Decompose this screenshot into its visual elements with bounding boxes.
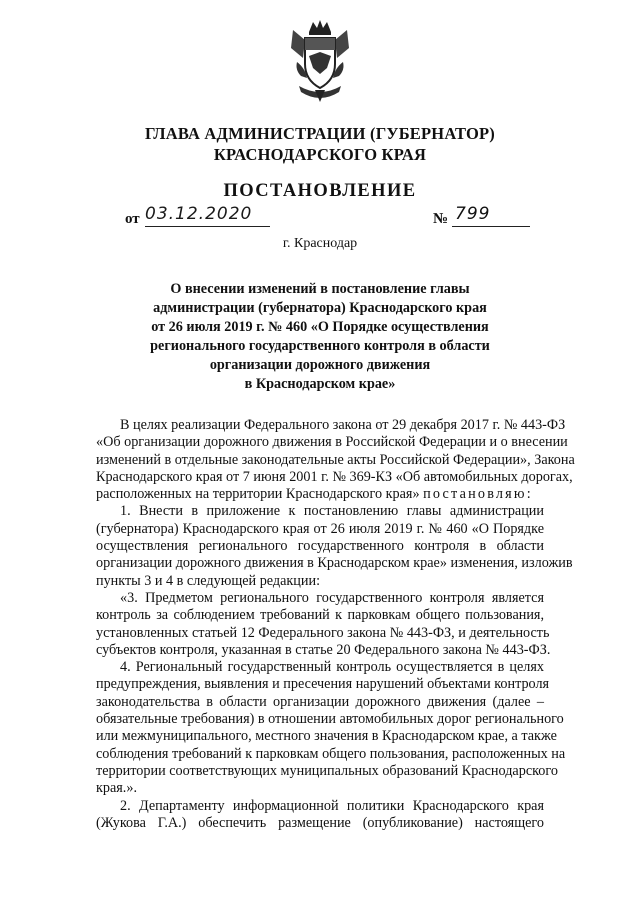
- body-line: установленных статьей 12 Федерального закона № 443-ФЗ, и деятельность: [96, 624, 550, 641]
- spaced-word: постановляю:: [423, 486, 533, 503]
- body-line: обязательные требования) в отношении автомобильных дорог регионального: [96, 711, 564, 728]
- body-text: расположенных на территории Краснодарского края»: [96, 486, 420, 503]
- body-line: изменений в отдельные законодательные акты Российской Федерации», Закона: [96, 451, 575, 468]
- title-line: администрации (губернатора) Краснодарского края: [153, 300, 487, 316]
- body-line: Краснодарского края от 7 июня 2001 г. № 369-КЗ «Об автомобильных дорогах,: [96, 468, 573, 485]
- handwritten-number: 799: [455, 204, 491, 224]
- title-line: в Краснодарском крае»: [244, 376, 396, 392]
- body-line: 2. Департаменту информационной политики Краснодарского края: [120, 797, 544, 814]
- title-line: от 26 июля 2019 г. № 460 «О Порядке осуществления: [151, 319, 489, 335]
- title-line: регионального государственного контроля в области: [150, 338, 490, 354]
- document-body: [96, 417, 575, 832]
- body-line: края.».: [96, 780, 137, 797]
- body-line: организации дорожного движения в Краснодарском крае» изменения, изложив: [96, 555, 573, 572]
- body-line: пункты 3 и 4 в следующей редакции:: [96, 572, 321, 589]
- date-number-line: [0, 204, 640, 230]
- body-line: осуществления регионального государственного контроля в области: [96, 538, 544, 555]
- body-line: или межмуниципального, местного значения в Краснодарском крае, а также: [96, 728, 557, 745]
- body-line: предупреждения, выявления и пресечения нарушений объектами контроля: [96, 676, 550, 693]
- body-line: территории соответствующих муниципальных образований Краснодарского: [96, 762, 558, 779]
- coat-of-arms-emblem: [287, 18, 353, 104]
- body-line: В целях реализации Федерального закона от 29 декабря 2017 г. № 443-ФЗ: [120, 417, 566, 433]
- body-line: «Об организации дорожного движения в Российской Федерации и о внесении: [96, 434, 568, 451]
- document-title: [0, 280, 640, 394]
- authority-title-line-1: ГЛАВА АДМИНИСТРАЦИИ (ГУБЕРНАТОР): [145, 124, 495, 143]
- body-line: соблюдения требований к парковкам общего пользования, расположенных на: [96, 745, 566, 762]
- number-underline: [452, 226, 530, 227]
- document-type-heading: ПОСТАНОВЛЕНИЕ: [223, 181, 417, 201]
- title-line: организации дорожного движения: [209, 357, 431, 373]
- body-line: [96, 486, 544, 503]
- body-line: (Жукова Г.А.) обеспечить размещение (опубликование) настоящего: [96, 814, 544, 831]
- handwritten-date: 03.12.2020: [145, 204, 253, 224]
- number-prefix: №: [433, 211, 449, 227]
- body-line: контроль за соблюдением требований к парковкам общего пользования,: [96, 607, 544, 624]
- title-line: О внесении изменений в постановление главы: [170, 281, 470, 297]
- authority-title-line-2: КРАСНОДАРСКОГО КРАЯ: [213, 145, 427, 164]
- body-line: 4. Региональный государственный контроль осуществляется в целях: [120, 659, 544, 676]
- body-line: законодательства в области организации дорожного движения (далее –: [96, 693, 544, 710]
- body-line: (губернатора) Краснодарского края от 26 июля 2019 г. № 460 «О Порядке: [96, 520, 544, 537]
- city-label: г. Краснодар: [282, 236, 358, 251]
- body-line: 1. Внести в приложение к постановлению главы администрации: [120, 503, 544, 520]
- date-prefix: от: [125, 211, 140, 227]
- body-line: субъектов контроля, указанная в статье 20 Федерального закона № 443-ФЗ.: [96, 641, 551, 658]
- body-line: «3. Предметом регионального государственного контроля является: [120, 589, 544, 606]
- date-underline: [145, 226, 270, 227]
